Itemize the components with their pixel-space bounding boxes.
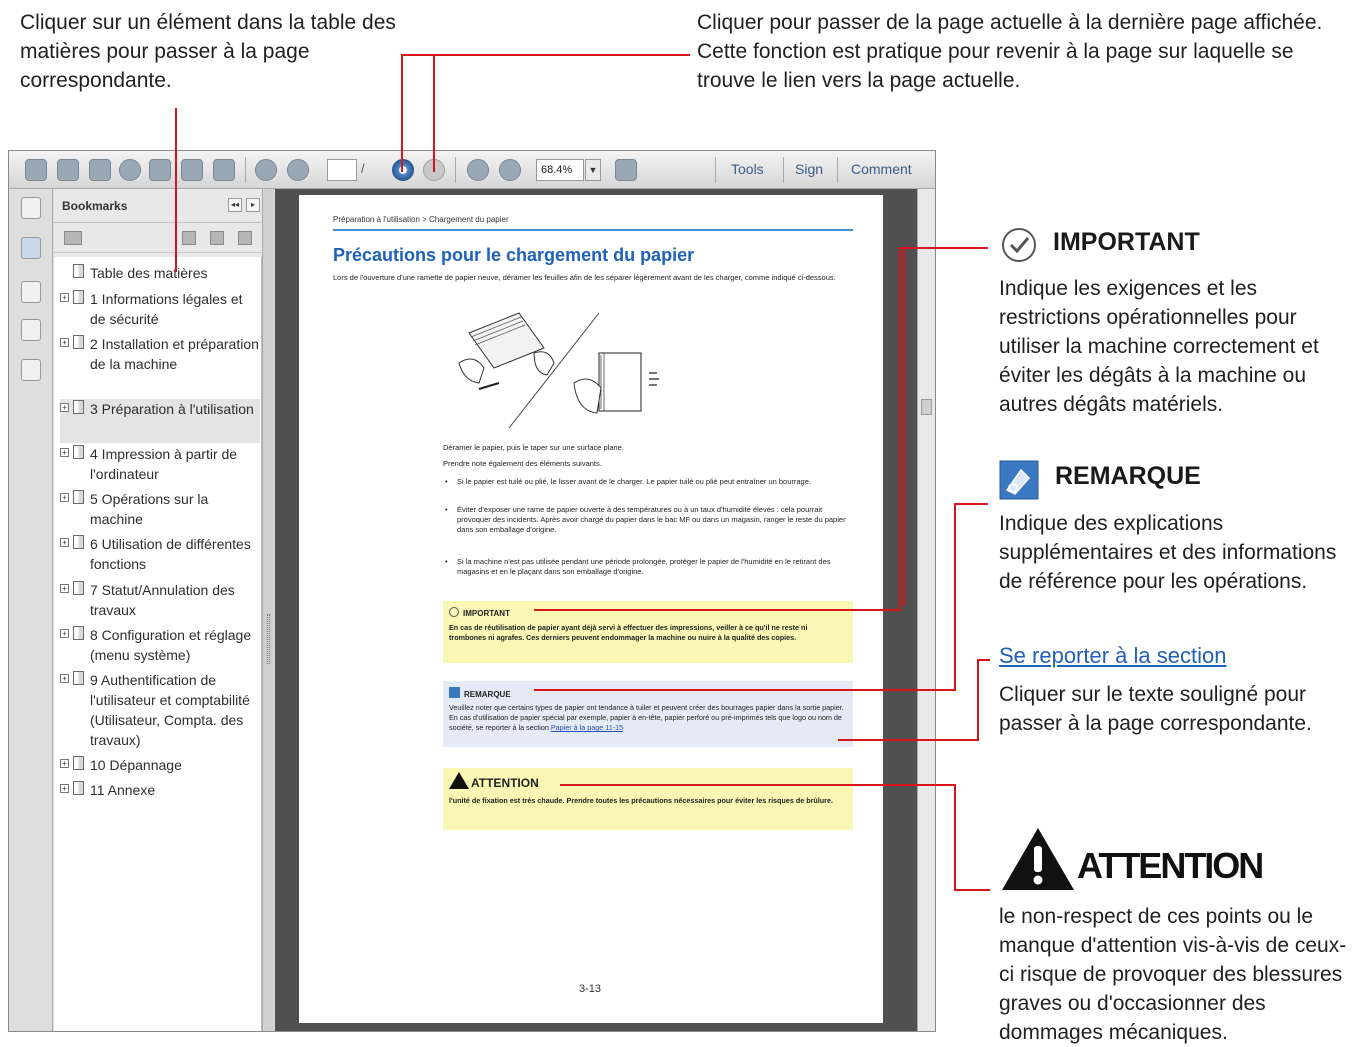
bookmarks-panel-icon[interactable] xyxy=(21,237,41,259)
zoom-dropdown-chevron-icon[interactable]: ▼ xyxy=(585,159,601,181)
tools-tab[interactable]: Tools xyxy=(731,161,764,177)
bullet-dot: • xyxy=(445,505,448,514)
panel-menu-icon[interactable]: ▸ xyxy=(246,198,260,212)
legend-attention-text: le non-respect de ces points ou le manque d'attention vis-à-vis de ceux-ci risque de provoquer des blessures graves ou d'occasionner des dommages mécaniques. xyxy=(999,905,1347,1044)
expand-plus-icon[interactable]: + xyxy=(60,674,69,683)
combine-files-icon[interactable] xyxy=(57,159,79,181)
bookmark-label: 4 Impression à partir de l'ordinateur xyxy=(90,446,238,482)
legend-remarque-text: Indique des explications supplémentaires et des informations de référence pour les opérations. xyxy=(999,512,1337,593)
pdf-viewer-window xyxy=(8,150,936,1032)
intro-text: Lors de l'ouverture d'une ramette de papier neuve, déramer les feuilles afin de les séparer légèrement avant de les charger, comme indiqué ci-dessous. xyxy=(333,273,836,282)
attention-box-heading: ATTENTION xyxy=(449,772,539,790)
bookmark-icon xyxy=(73,781,84,795)
bookmarks-title: Bookmarks xyxy=(62,199,128,213)
callout-last-page-help: Cliquer pour passer de la page actuelle à la dernière page affichée. Cette fonction est pratique pour revenir à la page sur laquelle se trouve le lien vers la page actuelle. xyxy=(697,11,1323,92)
callout-toc-help: Cliquer sur un élément dans la table des matières pour passer à la page correspondante. xyxy=(20,11,396,92)
next-view-icon[interactable] xyxy=(423,159,445,181)
bookmark-icon xyxy=(73,671,84,685)
bookmark-label: Table des matières xyxy=(90,265,208,281)
legend-important-title: IMPORTANT xyxy=(1053,228,1200,256)
bookmark-icon xyxy=(73,626,84,640)
expand-bookmark-icon[interactable] xyxy=(238,231,252,245)
remarque-box xyxy=(443,681,853,747)
check-circle-icon xyxy=(449,607,459,617)
bullet-item: Éviter d'exposer une rame de papier ouverte à des températures ou à un taux d'humidité élevés : cela pourrait provoquer des incidents. Après avoir chargé du papier dans le bac MF ou dans un magasin, ranger le reste du papier dans son emballage d'origine. xyxy=(457,505,846,534)
important-box-text: En cas de réutilisation de papier ayant déjà servi à effectuer des impressions, veiller à ce qu'il ne reste ni trombones ni agrafes. Ces derniers peuvent endommager la machine ou nuire à la qualité des copies. xyxy=(449,623,808,642)
bookmark-item[interactable] xyxy=(60,755,260,777)
upload-cloud-icon[interactable] xyxy=(119,159,141,181)
bookmark-item[interactable] xyxy=(60,334,260,398)
page-number-input[interactable] xyxy=(327,159,357,181)
remarque-box-text: Veuillez noter que certains types de papier ont tendance à tuiler et peuvent créer des bourrages papier dans la sortie papier. En cas d'utilisation de papier spécial par exemple, papier à en-tête, papier perforé ou pré-imprimés tels que logo ou nom de société, se reporter à la section Papier à la page 11-15 xyxy=(449,703,844,732)
expand-plus-icon[interactable]: + xyxy=(60,293,69,302)
page-separator: / xyxy=(361,161,365,176)
fit-page-icon[interactable] xyxy=(615,159,637,181)
legend-important-text: Indique les exigences et les restrictions opérationnelles pour utiliser la machine correctement et éviter les dégâts à la machine ou autres dégâts matériels. xyxy=(999,277,1319,416)
bookmark-options-icon[interactable] xyxy=(64,231,82,245)
bookmark-item[interactable] xyxy=(60,534,260,578)
bookmarks-list xyxy=(54,257,262,1031)
bullet-item: Si la machine n'est pas utilisée pendant une période prolongée, protéger le papier de l'humidité en le retirant des magasins et en le plaçant dans son emballage d'origine. xyxy=(457,557,831,576)
bookmark-item[interactable] xyxy=(60,263,260,285)
delete-bookmark-icon[interactable] xyxy=(182,231,196,245)
bullet-item: Si le papier est tuilé ou plié, le lisser avant de le charger. Le papier tuilé ou plié peut entraîner un bourrage. xyxy=(457,477,811,486)
remarque-note-icon xyxy=(999,460,1039,500)
page-title: Précautions pour le chargement du papier xyxy=(333,245,695,265)
important-check-icon xyxy=(1000,226,1038,264)
expand-plus-icon[interactable]: + xyxy=(60,493,69,502)
figure-caption: Déramer le papier, puis le taper sur une surface plane. xyxy=(443,443,624,452)
next-page-icon[interactable] xyxy=(287,159,309,181)
legend-attention-title: ATTENTION xyxy=(1077,845,1263,886)
bookmark-item[interactable] xyxy=(60,670,260,754)
expand-plus-icon[interactable]: + xyxy=(60,584,69,593)
create-pdf-icon[interactable] xyxy=(25,159,47,181)
bookmark-icon xyxy=(73,581,84,595)
expand-plus-icon[interactable]: + xyxy=(60,448,69,457)
edit-pdf-icon[interactable] xyxy=(89,159,111,181)
important-box xyxy=(443,601,853,663)
attachments-icon[interactable] xyxy=(21,281,41,303)
remarque-box-heading: REMARQUE xyxy=(449,687,511,699)
viewer-toolbar xyxy=(9,151,935,189)
previous-page-icon[interactable] xyxy=(255,159,277,181)
bookmark-item[interactable] xyxy=(60,489,260,533)
splitter-grip[interactable] xyxy=(267,614,270,664)
bookmark-label: 6 Utilisation de différentes fonctions xyxy=(90,536,251,572)
bookmarks-header xyxy=(54,189,262,223)
scrollbar-thumb[interactable] xyxy=(921,399,932,415)
previous-view-icon[interactable] xyxy=(392,159,414,181)
bookmarks-panel xyxy=(54,189,262,1031)
bookmark-item-selected[interactable] xyxy=(60,399,260,443)
collapse-panel-icon[interactable]: ◂◂ xyxy=(228,198,242,212)
bookmark-item[interactable] xyxy=(60,289,260,333)
bookmark-label: 5 Opérations sur la machine xyxy=(90,491,209,527)
email-icon[interactable] xyxy=(213,159,235,181)
legend-link-sample[interactable]: Se reporter à la section xyxy=(999,643,1227,668)
panel-splitter[interactable] xyxy=(262,189,274,1031)
bullet-dot: • xyxy=(445,477,448,486)
zoom-out-icon[interactable] xyxy=(467,159,489,181)
expand-plus-icon[interactable]: + xyxy=(60,759,69,768)
expand-plus-icon[interactable]: + xyxy=(60,338,69,347)
bookmark-label: 1 Informations légales et de sécurité xyxy=(90,291,243,327)
bookmark-icon xyxy=(73,535,84,549)
bookmark-icon xyxy=(73,445,84,459)
navigation-pane-strip xyxy=(9,189,53,1031)
zoom-level-input[interactable]: 68.4% xyxy=(536,159,584,181)
bookmark-label: 10 Dépannage xyxy=(90,757,182,773)
comment-tab[interactable]: Comment xyxy=(851,161,912,177)
bullet-dot: • xyxy=(445,557,448,566)
cross-reference-link[interactable]: Papier à la page 11-15 xyxy=(550,723,624,732)
page-thumbnails-icon[interactable] xyxy=(21,197,41,219)
legend-remarque-title: REMARQUE xyxy=(1055,462,1201,490)
important-box-heading: IMPORTANT xyxy=(449,607,510,618)
document-area xyxy=(275,189,917,1031)
sign-tab[interactable]: Sign xyxy=(795,161,824,177)
bookmark-icon xyxy=(73,264,84,278)
bookmark-label: 3 Préparation à l'utilisation xyxy=(90,401,254,417)
bookmark-icon xyxy=(73,400,84,414)
attention-warning-triangle-icon xyxy=(1000,826,1076,892)
signatures-icon[interactable] xyxy=(21,359,41,381)
bookmark-icon xyxy=(73,290,84,304)
document-page xyxy=(299,195,883,1023)
bookmark-item[interactable] xyxy=(60,444,260,488)
legend-link-text: Cliquer sur le texte souligné pour passer à la page correspondante. xyxy=(999,683,1312,735)
bookmark-icon xyxy=(73,335,84,349)
bookmark-label: 2 Installation et préparation de la machine xyxy=(90,336,259,372)
bookmark-label: 7 Statut/Annulation des travaux xyxy=(90,582,235,618)
note-icon xyxy=(449,687,460,698)
bookmark-icon xyxy=(73,490,84,504)
bookmark-label: 8 Configuration et réglage (menu système) xyxy=(90,627,252,663)
expand-plus-icon[interactable]: + xyxy=(60,629,69,638)
layers-icon[interactable] xyxy=(21,319,41,341)
warning-triangle-icon xyxy=(449,772,469,789)
zoom-in-icon[interactable] xyxy=(499,159,521,181)
attention-box xyxy=(443,768,853,830)
bookmark-item[interactable] xyxy=(60,580,260,624)
new-bookmark-icon[interactable] xyxy=(210,231,224,245)
save-icon[interactable] xyxy=(149,159,171,181)
bookmark-icon xyxy=(73,756,84,770)
attention-box-text: l'unité de fixation est très chaude. Prendre toutes les précautions nécessaires pour éviter les risques de brûlure. xyxy=(449,796,833,805)
title-rule xyxy=(333,229,853,231)
bookmark-item[interactable] xyxy=(60,625,260,669)
print-icon[interactable] xyxy=(181,159,203,181)
expand-plus-icon[interactable]: + xyxy=(60,538,69,547)
bookmark-label: 9 Authentification de l'utilisateur et comptabilité (Utilisateur, Compta. des travaux) xyxy=(90,672,250,748)
vertical-scrollbar[interactable] xyxy=(917,189,935,1031)
note-lead: Prendre note également des éléments suivants. xyxy=(443,459,602,468)
bookmark-item[interactable] xyxy=(60,780,260,802)
bookmark-label: 11 Annexe xyxy=(90,782,156,798)
page-breadcrumb: Préparation à l'utilisation > Chargement du papier xyxy=(333,215,509,224)
paper-fanning-illustration xyxy=(449,303,679,433)
expand-plus-icon[interactable]: + xyxy=(60,784,69,793)
bookmarks-toolbar xyxy=(54,223,262,253)
expand-plus-icon[interactable]: + xyxy=(60,403,69,412)
page-number: 3-13 xyxy=(579,983,602,995)
